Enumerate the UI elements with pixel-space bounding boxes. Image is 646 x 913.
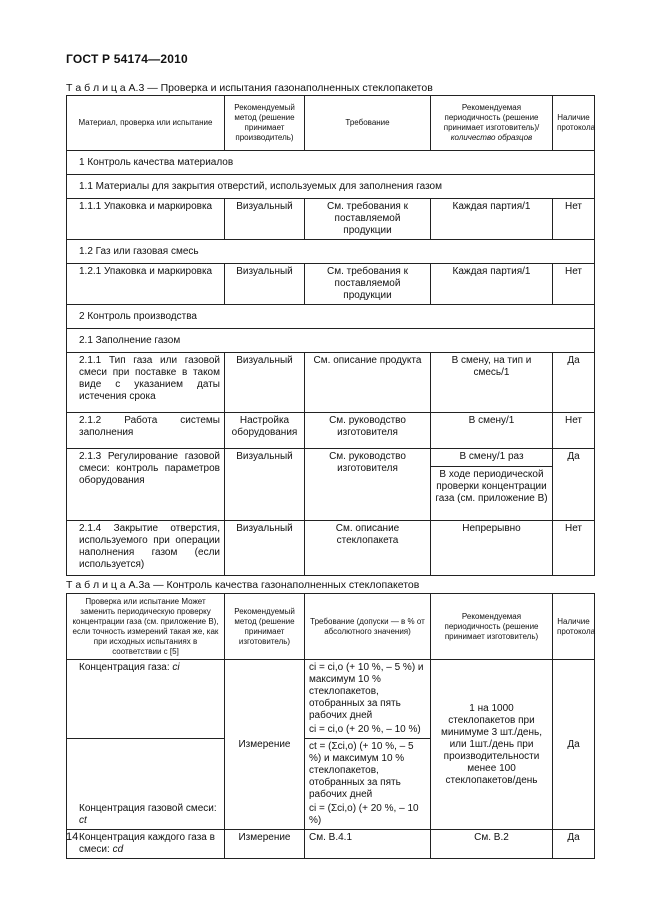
conc-gas-label: Концентрация газа: [79,662,173,673]
th-requirement: Требование [305,96,431,151]
th-frequency-italic: количество образцов [450,133,533,142]
th-frequency-text: Рекомендуемая периодичность (решение принимает изготовитель)/ [443,103,540,132]
table-row [67,199,595,240]
row-frequency: Каждая партия/1 [431,199,553,240]
table-row [67,264,595,305]
row-frequency: Каждая партия/1 [431,264,553,305]
row-frequency: Непрерывно [431,521,553,576]
table2-caption [66,579,419,591]
each-gas-symbol: cd [112,844,124,855]
row-method: Настройка оборудования [225,413,305,449]
req-b2: ci = (Σci,o) (+ 20 %, – 10 %) [309,803,419,826]
page-number: 14 [66,831,79,843]
conc-mix-symbol: ct [79,815,87,826]
row-requirement [305,739,431,830]
row-item: 2.1.2 Работа системы заполнения [67,413,225,449]
row-frequency: В смену/1 [431,413,553,449]
th-frequency [431,96,553,151]
row-frequency: В смену, на тип и смесь/1 [431,353,553,413]
row-frequency: См. В.2 [431,830,553,859]
table-a3 [66,95,595,576]
row-requirement: См. описание продукта [305,353,431,413]
row-protocol: Нет [553,264,595,305]
row-requirement: См. описание стеклопакета [305,521,431,576]
table-row [67,830,595,859]
row-method: Измерение [225,660,305,830]
table1-caption-label: Т а б л и ц а А.3 [66,82,145,94]
row-item: 2.1.3 Регулирование газовой смеси: контроль параметров оборудования [67,449,225,521]
row-item: 2.1.4 Закрытие отверстия, используемого при операции наполнения газом (если используется) [67,521,225,576]
row-frequency: 1 на 1000 стеклопакетов при минимуме 3 шт./день, или 1шт./день при производительности менее 100 стеклопакетов/день [431,660,553,830]
th-method: Рекомендуемый метод (решение принимает изготовитель) [225,594,305,660]
row-protocol: Нет [553,521,595,576]
table-a3a [66,593,595,859]
section-1: 1 Контроль качества материалов [67,151,595,175]
req-a2: ci = ci,o (+ 20 %, – 10 %) [309,724,421,735]
table1-caption-text: — Проверка и испытания газонаполненных стеклопакетов [147,82,433,94]
th-requirement: Требование (допуски — в % от абсолютного значения) [305,594,431,660]
th-material: Проверка или испытание Может заменить периодическую проверку концентрации газа (см. приложение В), если точность измерений такая же, как при исходных испытаниях в соответствии с [5] [67,594,225,660]
row-requirement: См. В.4.1 [305,830,431,859]
table2-header-row [67,594,595,660]
section-1-1: 1.1 Материалы для закрытия отверстий, используемых для заполнения газом [67,175,595,199]
row-requirement [305,660,431,739]
table2-caption-text: — Контроль качества газонаполненных стеклопакетов [153,579,420,591]
table1-caption [66,82,433,94]
row-method: Визуальный [225,521,305,576]
row-item [67,830,225,859]
req-a1: ci = ci,o (+ 10 %, – 5 %) и максимум 10 % стеклопакетов, отобранных за пять рабочих дней [309,662,424,721]
th-material: Материал, проверка или испытание [67,96,225,151]
table-row [67,353,595,413]
row-method: Измерение [225,830,305,859]
row-protocol: Нет [553,199,595,240]
row-protocol: Да [553,660,595,830]
row-item [67,739,225,830]
row-requirement: См. руководство изготовителя [305,449,431,521]
th-frequency: Рекомендуемая периодичность (решение принимает изготовитель) [431,594,553,660]
row-protocol: Да [553,449,595,521]
section-2-1: 2.1 Заполнение газом [67,329,595,353]
section-2: 2 Контроль производства [67,305,595,329]
row-item: 1.2.1 Упаковка и маркировка [67,264,225,305]
row-item: 2.1.1 Тип газа или газовой смеси при поставке в таком виде с указанием даты истечения срока [67,353,225,413]
row-frequency-periodic: В ходе периодической проверки концентрации газа (см. приложение В) [431,467,553,521]
table-row [67,521,595,576]
table1-header-row [67,96,595,151]
conc-mix-label: Концентрация газовой смеси: [79,803,217,814]
th-protocol: Наличие протокола [553,594,595,660]
row-requirement: См. руководство изготовителя [305,413,431,449]
row-method: Визуальный [225,264,305,305]
section-1-2: 1.2 Газ или газовая смесь [67,240,595,264]
row-requirement: См. требования к поставляемой продукции [305,199,431,240]
row-method: Визуальный [225,199,305,240]
row-protocol: Да [553,830,595,859]
table-row [67,413,595,449]
req-b1: ct = (Σci,o) (+ 10 %, – 5 %) и максимум 10 % стеклопакетов, отобранных за пять рабочих дней [309,741,414,800]
row-method: Визуальный [225,353,305,413]
row-item: 1.1.1 Упаковка и маркировка [67,199,225,240]
th-method: Рекомендуемый метод (решение принимает производитель) [225,96,305,151]
table-row [67,660,595,739]
row-method: Визуальный [225,449,305,521]
doc-code: ГОСТ Р 54174—2010 [66,52,188,66]
each-gas-label: Концентрация каждого газа в смеси: [79,832,215,855]
table-row [67,449,595,467]
row-protocol: Да [553,353,595,413]
row-requirement: См. требования к поставляемой продукции [305,264,431,305]
table2-caption-label: Т а б л и ц а А.3а [66,579,151,591]
row-frequency: В смену/1 раз [431,449,553,467]
conc-gas-symbol: ci [172,662,180,673]
th-protocol: Наличие протокола [553,96,595,151]
row-protocol: Нет [553,413,595,449]
row-item [67,660,225,739]
